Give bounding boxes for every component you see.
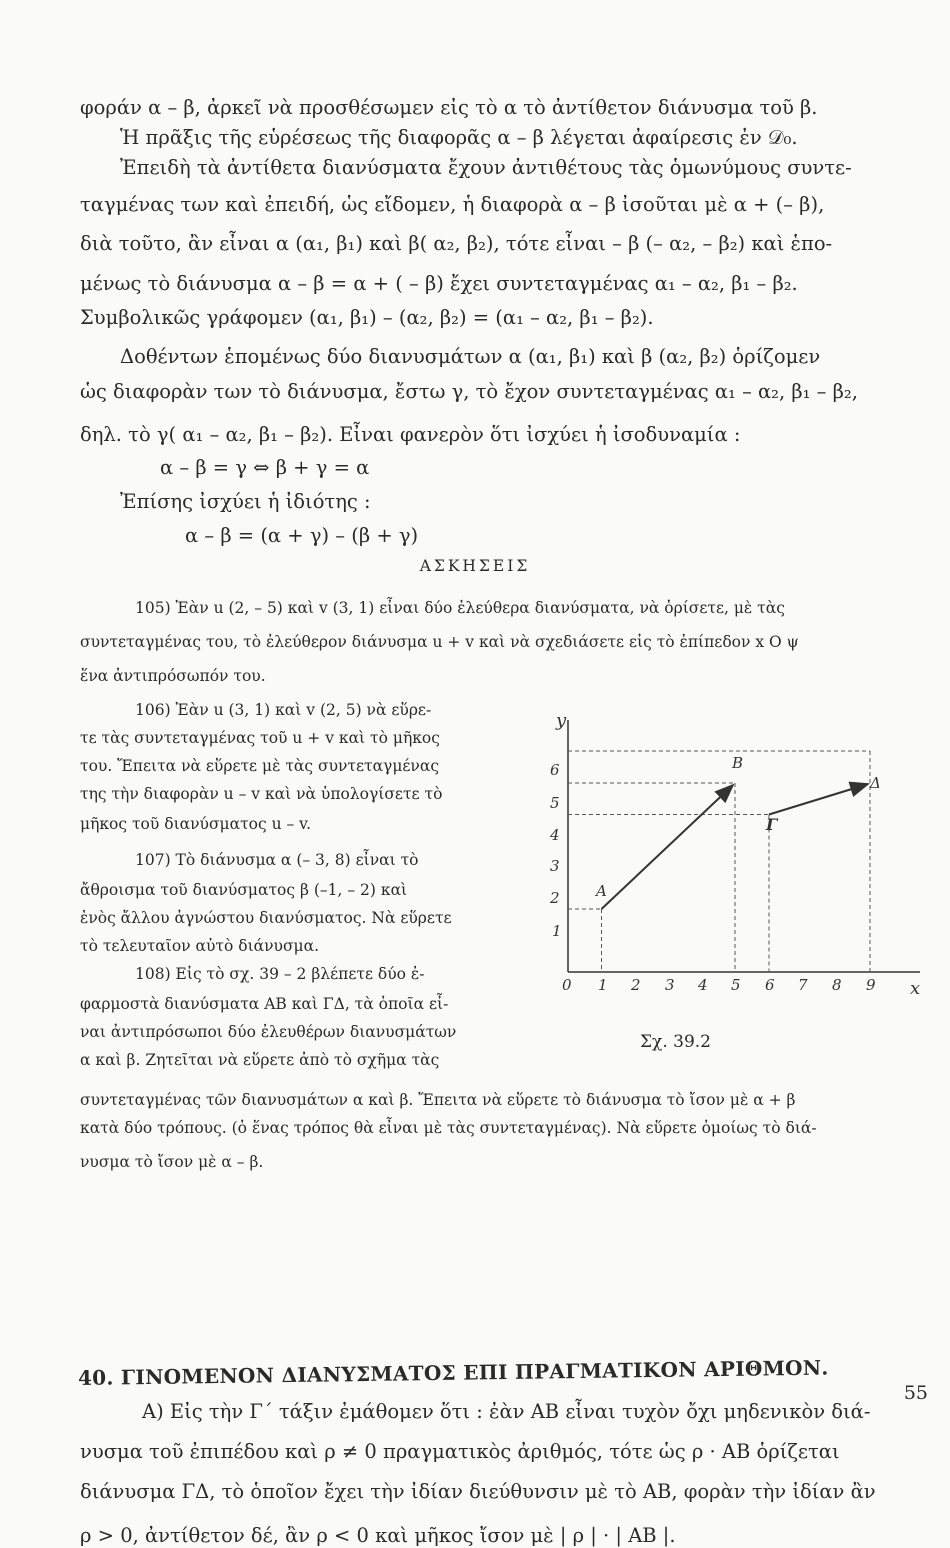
text-line: μένως τὸ διάνυσμα α – β = α + ( – β) ἔχει συντεταγμένας α₁ – α₂, β₁ – β₂. bbox=[80, 272, 798, 295]
exercise-108-line: κατὰ δύο τρόπους. (ὁ ἕνας τρόπος θὰ εἶναι μὲ τὰς συντεταγμένας). Νὰ εὕρετε ὁμοίως τὸ διά- bbox=[80, 1119, 817, 1137]
text-line: Δοθέντων ἑπομένως δύο διανυσμάτων α (α₁, β₁) καὶ β (α₂, β₂) ὁρίζομεν bbox=[120, 345, 821, 368]
exercise-105: 105) Ἐὰν u (2, – 5) καὶ v (3, 1) εἶναι δύο ἐλεύθερα διανύσματα, νὰ ὁρίσετε, μὲ τὰς bbox=[135, 599, 785, 617]
text-line: διὰ τοῦτο, ἂν εἶναι α (α₁, β₁) καὶ β( α₂, β₂), τότε εἶναι – β (– α₂, – β₂) καὶ ἑπο- bbox=[80, 232, 833, 255]
x-tick-7: 7 bbox=[798, 976, 808, 994]
text-line: Συμβολικῶς γράφομεν (α₁, β₁) – (α₂, β₂) = (α₁ – α₂, β₁ – β₂). bbox=[80, 306, 654, 329]
section-40-title: 40. ΓΙΝΟΜΕΝΟΝ ΔΙΑΝΥΣΜΑΤΟΣ ΕΠΙ ΠΡΑΓΜΑΤΙΚΟΝ ΑΡΙΘΜΟΝ. bbox=[77, 1355, 829, 1390]
exercise-108-line: φαρμοστὰ διανύσματα AB καὶ ΓΔ, τὰ ὁποῖα εἶ- bbox=[80, 995, 449, 1013]
exercise-106: 106) Ἐὰν u (3, 1) καὶ v (2, 5) νὰ εὕρε- bbox=[135, 701, 432, 719]
paragraph-line: νυσμα τοῦ ἐπιπέδου καὶ ρ ≠ 0 πραγματικὸς ἀριθμός, τότε ὡς ρ · AB ὁρίζεται bbox=[80, 1440, 840, 1463]
exercise-105-line: ἕνα ἀντιπρόσωπόν του. bbox=[80, 667, 266, 685]
y-tick-5: 5 bbox=[550, 794, 560, 812]
text-line: δηλ. τὸ γ( α₁ – α₂, β₁ – β₂). Εἶναι φανερὸν ὅτι ἰσχύει ἡ ἰσοδυναμία : bbox=[80, 423, 741, 446]
x-tick-0: 0 bbox=[562, 976, 572, 994]
x-tick-2: 2 bbox=[631, 976, 641, 994]
vector-ab bbox=[602, 785, 734, 909]
exercise-107-line: τὸ τελευταῖον αὐτὸ διάνυσμα. bbox=[80, 937, 320, 955]
exercise-108-line: α καὶ β. Ζητεῖται νὰ εὕρετε ἀπὸ τὸ σχῆμα τὰς bbox=[80, 1051, 440, 1069]
exercise-106-line: τε τὰς συντεταγμένας τοῦ u + v καὶ τὸ μῆκος bbox=[80, 729, 440, 747]
exercise-105-line: συντεταγμένας του, τὸ ἐλεύθερον διάνυσμα u + v καὶ νὰ σχεδιάσετε εἰς τὸ ἐπίπεδον x O ψ bbox=[80, 633, 799, 651]
guide-lines bbox=[568, 751, 870, 972]
paragraph-line: Α) Εἰς τὴν Γ΄ τάξιν ἐμάθομεν ὅτι : ἐὰν AB εἶναι τυχὸν ὄχι μηδενικὸν διά- bbox=[142, 1400, 871, 1423]
exercise-108-line: συντεταγμένας τῶν διανυσμάτων α καὶ β. Ἔπειτα νὰ εὕρετε τὸ διάνυσμα τὸ ἴσον μὲ α + β bbox=[80, 1091, 796, 1109]
figure-caption: Σχ. 39.2 bbox=[640, 1032, 711, 1052]
text-line: Ἐπειδὴ τὰ ἀντίθετα διανύσματα ἔχουν ἀντιθέτους τὰς ὁμωνύμους συντε- bbox=[120, 156, 852, 179]
point-g-label: Γ bbox=[766, 815, 778, 834]
text-line: ταγμένας των καὶ ἐπειδή, ὡς εἴδομεν, ἡ διαφορὰ α – β ἰσοῦται μὲ α + (– β), bbox=[80, 193, 825, 216]
text-line: ὡς διαφορὰν των τὸ διάνυσμα, ἔστω γ, τὸ ἔχον συντεταγμένας α₁ – α₂, β₁ – β₂, bbox=[80, 380, 858, 403]
x-tick-3: 3 bbox=[665, 976, 675, 994]
point-a-label: A bbox=[596, 882, 607, 900]
paragraph-line: διάνυσμα ΓΔ, τὸ ὁποῖον ἔχει τὴν ἰδίαν διεύθυνσιν μὲ τὸ AB, φορὰν τὴν ἰδίαν ἂν bbox=[80, 1480, 876, 1503]
y-axis-label: y bbox=[556, 710, 567, 731]
exercise-108: 108) Εἰς τὸ σχ. 39 – 2 βλέπετε δύο ἐ- bbox=[135, 965, 425, 983]
exercise-106-line: του. Ἔπειτα νὰ εὕρετε μὲ τὰς συντεταγμένας bbox=[80, 757, 439, 775]
exercise-108-line: ναι ἀντιπρόσωποι δύο ἐλευθέρων διανυσμάτων bbox=[80, 1023, 457, 1041]
x-tick-9: 9 bbox=[866, 976, 876, 994]
x-tick-4: 4 bbox=[698, 976, 708, 994]
x-tick-5: 5 bbox=[731, 976, 741, 994]
text-line: Ἡ πρᾶξις τῆς εὑρέσεως τῆς διαφορᾶς α – β λέγεται ἀφαίρεσις ἐν 𝒟₀. bbox=[120, 126, 798, 149]
x-tick-6: 6 bbox=[765, 976, 775, 994]
x-axis-label: x bbox=[910, 978, 921, 999]
exercise-107: 107) Τὸ διάνυσμα α (– 3, 8) εἶναι τὸ bbox=[135, 851, 419, 869]
exercise-106-line: της τὴν διαφορὰν u – v καὶ νὰ ὑπολογίσετε τὸ bbox=[80, 785, 443, 803]
exercises-heading: ΑΣΚΗΣΕΙΣ bbox=[419, 557, 531, 575]
x-tick-8: 8 bbox=[832, 976, 842, 994]
y-tick-1: 1 bbox=[552, 922, 562, 940]
x-tick-1: 1 bbox=[598, 976, 608, 994]
y-tick-3: 3 bbox=[550, 857, 560, 875]
exercise-107-line: ἑνὸς ἄλλου ἀγνώστου διανύσματος. Νὰ εὕρετε bbox=[80, 909, 452, 927]
equation: α – β = (α + γ) – (β + γ) bbox=[185, 524, 419, 547]
text-line: Ἐπίσης ἰσχύει ἡ ἰδιότης : bbox=[120, 490, 371, 513]
exercise-108-line: νυσμα τὸ ἴσον μὲ α – β. bbox=[80, 1153, 264, 1171]
y-tick-2: 2 bbox=[550, 889, 560, 907]
vector-gd bbox=[769, 784, 868, 815]
page-number: 55 bbox=[903, 1382, 928, 1404]
point-d-label: Δ bbox=[870, 774, 881, 792]
equation: α – β = γ ⇔ β + γ = α bbox=[160, 456, 370, 479]
exercise-107-line: ἄθροισμα τοῦ διανύσματος β (–1, – 2) καὶ bbox=[80, 881, 408, 899]
exercise-106-line: μῆκος τοῦ διανύσματος u – v. bbox=[80, 815, 312, 833]
y-tick-6: 6 bbox=[550, 761, 560, 779]
y-tick-4: 4 bbox=[550, 826, 560, 844]
text-line: φοράν α – β, ἀρκεῖ νὰ προσθέσωμεν εἰς τὸ α τὸ ἀντίθετον διάνυσμα τοῦ β. bbox=[80, 96, 818, 119]
point-b-label: B bbox=[732, 754, 744, 772]
figure-39-2 bbox=[530, 700, 930, 1020]
paragraph-line: ρ > 0, ἀντίθετον δέ, ἂν ρ < 0 καὶ μῆκος ἴσον μὲ | ρ | · | AB |. bbox=[80, 1524, 676, 1547]
